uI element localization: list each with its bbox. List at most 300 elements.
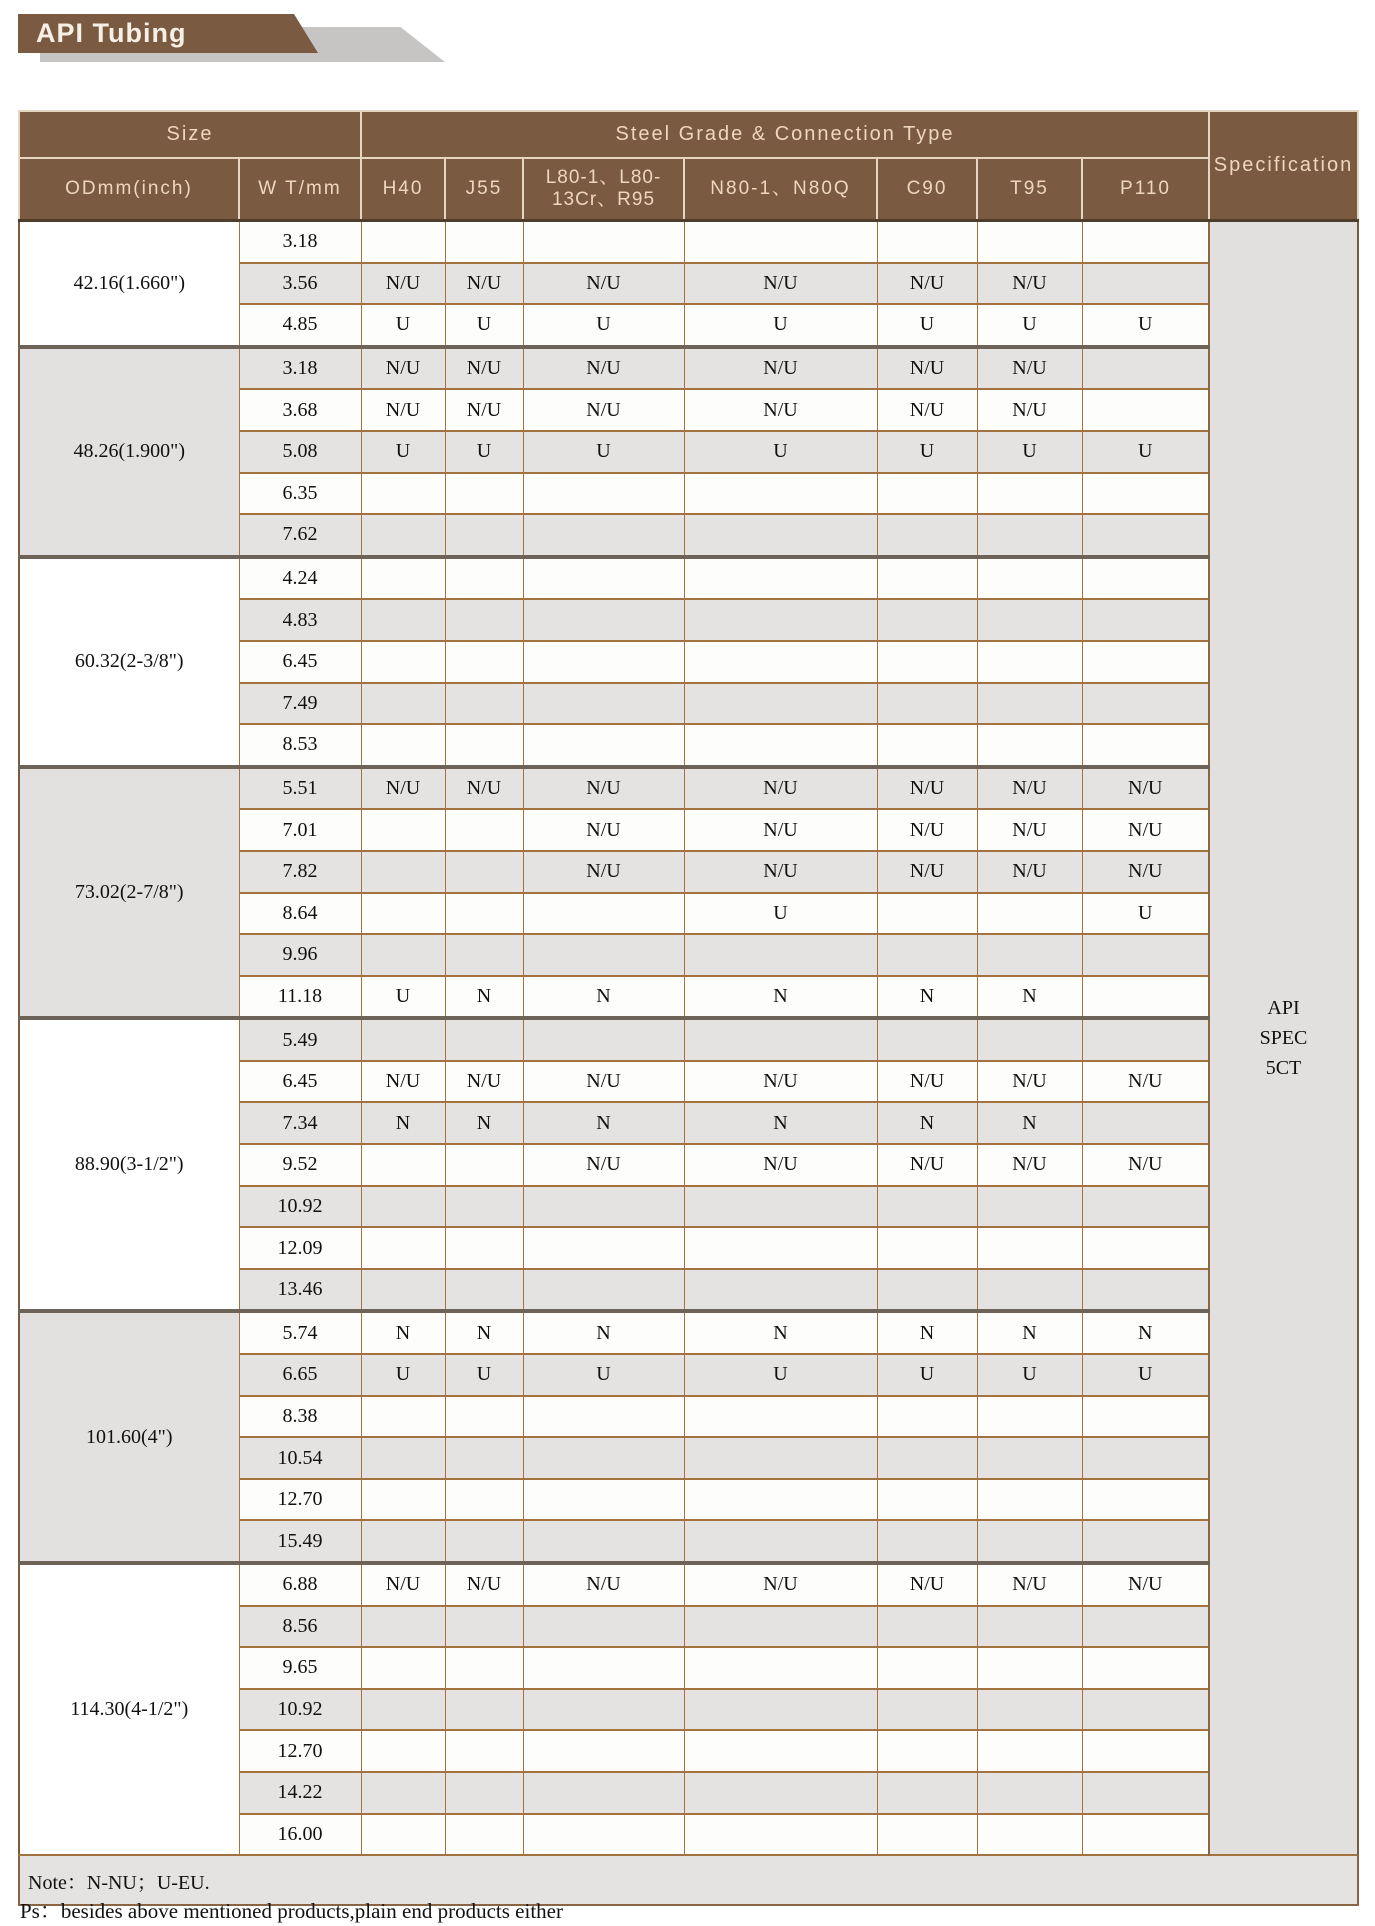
grade-value-cell bbox=[1082, 1730, 1209, 1772]
grade-value-cell bbox=[684, 1730, 877, 1772]
grade-value-cell: N bbox=[523, 1311, 684, 1354]
grade-value-cell bbox=[684, 934, 877, 976]
grade-value-cell bbox=[1082, 1647, 1209, 1689]
grade-value-cell bbox=[361, 1730, 445, 1772]
grade-value-cell: N/U bbox=[684, 1144, 877, 1186]
grade-value-cell bbox=[361, 1647, 445, 1689]
grade-value-cell bbox=[977, 1227, 1082, 1269]
grade-value-cell: N/U bbox=[977, 1563, 1082, 1606]
grade-value-cell bbox=[877, 514, 977, 557]
grade-value-cell bbox=[445, 1018, 523, 1061]
grade-value-cell: N/U bbox=[877, 851, 977, 893]
grade-value-cell bbox=[361, 221, 445, 263]
grade-value-cell: N/U bbox=[1082, 1061, 1209, 1103]
grade-value-cell bbox=[1082, 1186, 1209, 1228]
grade-value-cell: N/U bbox=[684, 851, 877, 893]
grade-value-cell: U bbox=[877, 1354, 977, 1396]
grade-value-cell bbox=[877, 221, 977, 263]
grade-value-cell bbox=[877, 1772, 977, 1814]
grade-value-cell bbox=[361, 1606, 445, 1648]
wt-cell: 5.08 bbox=[239, 431, 361, 473]
table-row bbox=[19, 1018, 1358, 1061]
grade-value-cell: N/U bbox=[1082, 1563, 1209, 1606]
grade-value-cell bbox=[1082, 1479, 1209, 1521]
wt-cell: 7.34 bbox=[239, 1102, 361, 1144]
grade-value-cell bbox=[445, 724, 523, 767]
wt-cell: 5.51 bbox=[239, 767, 361, 810]
wt-cell: 6.65 bbox=[239, 1354, 361, 1396]
od-cell: 101.60(4") bbox=[19, 1311, 239, 1563]
grade-value-cell: N/U bbox=[361, 263, 445, 305]
grade-value-cell: N bbox=[977, 1311, 1082, 1354]
grade-value-cell bbox=[1082, 1018, 1209, 1061]
grade-value-cell bbox=[523, 1772, 684, 1814]
grade-value-cell: N bbox=[877, 976, 977, 1019]
grade-value-cell: N/U bbox=[684, 263, 877, 305]
grade-value-cell: N/U bbox=[1082, 851, 1209, 893]
table-row bbox=[19, 347, 1358, 390]
wt-cell: 6.45 bbox=[239, 1061, 361, 1103]
grade-value-cell: N/U bbox=[523, 347, 684, 390]
grade-value-cell bbox=[361, 893, 445, 935]
grade-value-cell bbox=[523, 641, 684, 683]
wt-cell: 4.24 bbox=[239, 557, 361, 600]
grade-value-cell bbox=[977, 1186, 1082, 1228]
grade-value-cell bbox=[445, 1269, 523, 1312]
grade-value-cell bbox=[684, 1606, 877, 1648]
grade-value-cell bbox=[684, 557, 877, 600]
grade-value-cell bbox=[684, 1018, 877, 1061]
grade-value-cell: N/U bbox=[523, 1061, 684, 1103]
grade-value-cell: N bbox=[445, 1311, 523, 1354]
grade-value-cell bbox=[361, 473, 445, 515]
wt-cell: 3.56 bbox=[239, 263, 361, 305]
grade-value-cell bbox=[523, 1647, 684, 1689]
grade-value-cell bbox=[361, 1269, 445, 1312]
grade-value-cell bbox=[877, 683, 977, 725]
wt-cell: 9.96 bbox=[239, 934, 361, 976]
grade-value-cell bbox=[977, 1772, 1082, 1814]
grade-value-cell bbox=[523, 683, 684, 725]
grade-value-cell bbox=[684, 1520, 877, 1563]
grade-value-cell bbox=[445, 1437, 523, 1479]
grade-value-cell: N bbox=[361, 1102, 445, 1144]
grade-value-cell bbox=[877, 1018, 977, 1061]
grade-value-cell: N/U bbox=[877, 809, 977, 851]
grade-value-cell bbox=[361, 683, 445, 725]
grade-value-cell bbox=[1082, 557, 1209, 600]
grade-value-cell bbox=[523, 1689, 684, 1731]
wt-cell: 3.18 bbox=[239, 221, 361, 263]
grade-value-cell: N bbox=[523, 1102, 684, 1144]
grade-value-cell: N/U bbox=[977, 767, 1082, 810]
wt-cell: 7.01 bbox=[239, 809, 361, 851]
grade-value-cell bbox=[877, 1606, 977, 1648]
grade-value-cell bbox=[877, 1520, 977, 1563]
table-row bbox=[19, 767, 1358, 810]
grade-value-cell: N/U bbox=[1082, 809, 1209, 851]
wt-cell: 14.22 bbox=[239, 1772, 361, 1814]
grade-value-cell bbox=[1082, 1269, 1209, 1312]
grade-value-cell: U bbox=[1082, 431, 1209, 473]
wt-cell: 12.09 bbox=[239, 1227, 361, 1269]
grade-value-cell bbox=[361, 557, 445, 600]
grade-value-cell bbox=[445, 1647, 523, 1689]
grade-value-cell: N/U bbox=[977, 347, 1082, 390]
grade-value-cell bbox=[523, 1186, 684, 1228]
wt-cell: 6.35 bbox=[239, 473, 361, 515]
wt-cell: 9.52 bbox=[239, 1144, 361, 1186]
grade-value-cell bbox=[361, 641, 445, 683]
grade-value-cell bbox=[1082, 389, 1209, 431]
grade-value-cell bbox=[877, 1647, 977, 1689]
grade-value-cell bbox=[684, 1396, 877, 1438]
grade-value-cell bbox=[361, 1689, 445, 1731]
grade-value-cell: N/U bbox=[977, 263, 1082, 305]
grade-value-cell bbox=[523, 1520, 684, 1563]
wt-cell: 5.49 bbox=[239, 1018, 361, 1061]
grade-value-cell: N/U bbox=[684, 389, 877, 431]
grade-value-cell: N/U bbox=[684, 767, 877, 810]
grade-value-cell bbox=[977, 473, 1082, 515]
grade-value-cell: U bbox=[977, 1354, 1082, 1396]
grade-value-cell: N/U bbox=[977, 809, 1082, 851]
grade-value-cell: U bbox=[523, 304, 684, 347]
grade-value-cell bbox=[1082, 1606, 1209, 1648]
grade-value-cell bbox=[523, 221, 684, 263]
wt-cell: 11.18 bbox=[239, 976, 361, 1019]
grade-value-cell bbox=[445, 514, 523, 557]
header-specification: Specification bbox=[1209, 111, 1358, 221]
grade-value-cell bbox=[1082, 1772, 1209, 1814]
grade-value-cell bbox=[1082, 1102, 1209, 1144]
header-grade-p110: P110 bbox=[1082, 158, 1209, 221]
grade-value-cell: U bbox=[361, 304, 445, 347]
grade-value-cell: U bbox=[445, 431, 523, 473]
grade-value-cell bbox=[523, 1018, 684, 1061]
grade-value-cell bbox=[523, 599, 684, 641]
grade-value-cell bbox=[361, 514, 445, 557]
grade-value-cell: N bbox=[684, 1102, 877, 1144]
grade-value-cell bbox=[1082, 1814, 1209, 1856]
grade-value-cell bbox=[977, 1689, 1082, 1731]
grade-value-cell bbox=[877, 1269, 977, 1312]
grade-value-cell: N/U bbox=[523, 389, 684, 431]
grade-value-cell bbox=[877, 599, 977, 641]
grade-value-cell bbox=[977, 934, 1082, 976]
grade-value-cell: N/U bbox=[523, 809, 684, 851]
api-tubing-table bbox=[18, 110, 1359, 1906]
grade-value-cell bbox=[1082, 683, 1209, 725]
grade-value-cell bbox=[1082, 221, 1209, 263]
grade-value-cell: N bbox=[1082, 1311, 1209, 1354]
grade-value-cell bbox=[877, 1437, 977, 1479]
grade-value-cell bbox=[877, 557, 977, 600]
wt-cell: 12.70 bbox=[239, 1479, 361, 1521]
wt-cell: 3.68 bbox=[239, 389, 361, 431]
grade-value-cell bbox=[523, 934, 684, 976]
grade-value-cell: N bbox=[445, 1102, 523, 1144]
grade-value-cell bbox=[361, 851, 445, 893]
grade-value-cell bbox=[977, 1647, 1082, 1689]
grade-value-cell: N bbox=[877, 1311, 977, 1354]
grade-value-cell: N/U bbox=[977, 851, 1082, 893]
grade-value-cell: N/U bbox=[361, 347, 445, 390]
grade-value-cell bbox=[445, 1520, 523, 1563]
grade-value-cell bbox=[684, 1772, 877, 1814]
grade-value-cell bbox=[977, 1018, 1082, 1061]
grade-value-cell bbox=[1082, 514, 1209, 557]
header-grade-t95: T95 bbox=[977, 158, 1082, 221]
grade-value-cell: N/U bbox=[523, 263, 684, 305]
od-cell: 60.32(2-3/8") bbox=[19, 557, 239, 767]
grade-value-cell bbox=[684, 1814, 877, 1856]
grade-value-cell bbox=[877, 934, 977, 976]
grade-value-cell bbox=[977, 599, 1082, 641]
grade-value-cell bbox=[684, 1437, 877, 1479]
grade-value-cell: N/U bbox=[877, 1061, 977, 1103]
grade-value-cell bbox=[523, 473, 684, 515]
table-row bbox=[19, 221, 1358, 263]
grade-value-cell bbox=[523, 1479, 684, 1521]
grade-value-cell bbox=[361, 724, 445, 767]
grade-value-cell bbox=[877, 724, 977, 767]
grade-value-cell bbox=[877, 1186, 977, 1228]
wt-cell: 15.49 bbox=[239, 1520, 361, 1563]
wt-cell: 8.64 bbox=[239, 893, 361, 935]
grade-value-cell bbox=[523, 1396, 684, 1438]
grade-value-cell bbox=[445, 473, 523, 515]
grade-value-cell: N/U bbox=[877, 1144, 977, 1186]
grade-value-cell bbox=[445, 1479, 523, 1521]
grade-value-cell: U bbox=[523, 1354, 684, 1396]
specification-cell: API SPEC 5CT bbox=[1209, 221, 1358, 1856]
grade-value-cell bbox=[877, 1396, 977, 1438]
grade-value-cell: U bbox=[977, 431, 1082, 473]
grade-value-cell bbox=[445, 1144, 523, 1186]
grade-value-cell: N bbox=[977, 1102, 1082, 1144]
header-grade-c90: C90 bbox=[877, 158, 977, 221]
grade-value-cell bbox=[877, 641, 977, 683]
grade-value-cell bbox=[684, 599, 877, 641]
wt-cell: 4.85 bbox=[239, 304, 361, 347]
grade-value-cell bbox=[445, 599, 523, 641]
grade-value-cell: N/U bbox=[877, 389, 977, 431]
grade-value-cell: U bbox=[684, 431, 877, 473]
wt-cell: 8.56 bbox=[239, 1606, 361, 1648]
header-od: ODmm(inch) bbox=[19, 158, 239, 221]
grade-value-cell bbox=[684, 1647, 877, 1689]
grade-value-cell: N/U bbox=[445, 389, 523, 431]
header-size: Size bbox=[19, 111, 361, 158]
grade-value-cell: U bbox=[445, 1354, 523, 1396]
grade-value-cell: N/U bbox=[445, 263, 523, 305]
grade-value-cell bbox=[361, 1144, 445, 1186]
page-title: API Tubing bbox=[36, 18, 187, 48]
grade-value-cell bbox=[361, 599, 445, 641]
grade-value-cell bbox=[361, 1186, 445, 1228]
wt-cell: 4.83 bbox=[239, 599, 361, 641]
grade-value-cell: N bbox=[684, 976, 877, 1019]
table-row bbox=[19, 557, 1358, 600]
grade-value-cell: U bbox=[445, 304, 523, 347]
grade-value-cell bbox=[1082, 641, 1209, 683]
grade-value-cell bbox=[977, 893, 1082, 935]
grade-value-cell: N/U bbox=[361, 389, 445, 431]
grade-value-cell: N/U bbox=[1082, 1144, 1209, 1186]
grade-value-cell bbox=[1082, 976, 1209, 1019]
grade-value-cell bbox=[445, 809, 523, 851]
grade-value-cell bbox=[684, 641, 877, 683]
grade-value-cell bbox=[977, 221, 1082, 263]
grade-value-cell bbox=[977, 514, 1082, 557]
grade-value-cell: N/U bbox=[977, 1144, 1082, 1186]
grade-value-cell bbox=[1082, 1396, 1209, 1438]
grade-value-cell bbox=[1082, 1689, 1209, 1731]
grade-value-cell: U bbox=[523, 431, 684, 473]
grade-value-cell bbox=[361, 1018, 445, 1061]
grade-value-cell: N/U bbox=[877, 347, 977, 390]
header-grade-h40: H40 bbox=[361, 158, 445, 221]
grade-value-cell bbox=[445, 934, 523, 976]
grade-value-cell bbox=[523, 1606, 684, 1648]
wt-cell: 10.92 bbox=[239, 1186, 361, 1228]
grade-value-cell bbox=[684, 1689, 877, 1731]
grade-value-cell: U bbox=[361, 1354, 445, 1396]
grade-value-cell: N/U bbox=[1082, 767, 1209, 810]
grade-value-cell bbox=[1082, 1437, 1209, 1479]
table-body bbox=[19, 221, 1358, 1906]
grade-value-cell: N/U bbox=[977, 1061, 1082, 1103]
wt-cell: 9.65 bbox=[239, 1647, 361, 1689]
footer-note: Ps：besides above mentioned products,plain end products either bbox=[20, 1899, 563, 1923]
grade-value-cell bbox=[445, 1186, 523, 1228]
grade-value-cell bbox=[1082, 263, 1209, 305]
grade-value-cell bbox=[1082, 934, 1209, 976]
grade-value-cell bbox=[361, 1437, 445, 1479]
grade-value-cell bbox=[684, 683, 877, 725]
table-row bbox=[19, 1563, 1358, 1606]
grade-value-cell bbox=[445, 893, 523, 935]
grade-value-cell bbox=[445, 1396, 523, 1438]
grade-value-cell bbox=[1082, 1227, 1209, 1269]
grade-value-cell bbox=[361, 1814, 445, 1856]
grade-value-cell bbox=[523, 724, 684, 767]
wt-cell: 7.49 bbox=[239, 683, 361, 725]
grade-value-cell: N/U bbox=[445, 347, 523, 390]
grade-value-cell: N bbox=[877, 1102, 977, 1144]
grade-value-cell: U bbox=[1082, 893, 1209, 935]
od-cell: 48.26(1.900") bbox=[19, 347, 239, 557]
grade-value-cell: N bbox=[684, 1311, 877, 1354]
header-wt: W T/mm bbox=[239, 158, 361, 221]
grade-value-cell bbox=[877, 1730, 977, 1772]
wt-cell: 10.54 bbox=[239, 1437, 361, 1479]
od-cell: 88.90(3-1/2") bbox=[19, 1018, 239, 1311]
grade-value-cell: N/U bbox=[684, 809, 877, 851]
grade-value-cell: N/U bbox=[684, 1563, 877, 1606]
grade-value-cell bbox=[445, 221, 523, 263]
grade-value-cell: N/U bbox=[445, 1563, 523, 1606]
grade-value-cell bbox=[1082, 599, 1209, 641]
grade-value-cell bbox=[977, 1396, 1082, 1438]
grade-value-cell bbox=[877, 1227, 977, 1269]
grade-value-cell bbox=[877, 1689, 977, 1731]
grade-value-cell bbox=[1082, 473, 1209, 515]
grade-value-cell: U bbox=[1082, 1354, 1209, 1396]
wt-cell: 8.38 bbox=[239, 1396, 361, 1438]
grade-value-cell bbox=[445, 851, 523, 893]
grade-value-cell: N bbox=[977, 976, 1082, 1019]
grade-value-cell bbox=[684, 221, 877, 263]
table-header bbox=[19, 111, 1358, 221]
grade-value-cell bbox=[361, 809, 445, 851]
grade-value-cell bbox=[977, 1730, 1082, 1772]
grade-value-cell: N/U bbox=[361, 767, 445, 810]
grade-value-cell bbox=[877, 893, 977, 935]
grade-value-cell bbox=[684, 1269, 877, 1312]
grade-value-cell: N/U bbox=[684, 1061, 877, 1103]
grade-value-cell bbox=[361, 1396, 445, 1438]
wt-cell: 3.18 bbox=[239, 347, 361, 390]
grade-value-cell bbox=[523, 1269, 684, 1312]
grade-value-cell bbox=[523, 1730, 684, 1772]
wt-cell: 8.53 bbox=[239, 724, 361, 767]
grade-value-cell bbox=[684, 514, 877, 557]
grade-value-cell: U bbox=[877, 431, 977, 473]
title-banner bbox=[18, 14, 478, 64]
wt-cell: 6.45 bbox=[239, 641, 361, 683]
grade-value-cell bbox=[684, 1186, 877, 1228]
grade-value-cell bbox=[877, 473, 977, 515]
grade-value-cell bbox=[1082, 724, 1209, 767]
grade-value-cell: N/U bbox=[361, 1061, 445, 1103]
grade-value-cell bbox=[361, 1227, 445, 1269]
grade-value-cell bbox=[977, 1479, 1082, 1521]
wt-cell: 5.74 bbox=[239, 1311, 361, 1354]
grade-value-cell bbox=[445, 1814, 523, 1856]
grade-value-cell: N/U bbox=[445, 767, 523, 810]
wt-cell: 6.88 bbox=[239, 1563, 361, 1606]
grade-value-cell bbox=[445, 1606, 523, 1648]
grade-value-cell bbox=[523, 514, 684, 557]
grade-value-cell bbox=[977, 641, 1082, 683]
grade-value-cell: N/U bbox=[523, 767, 684, 810]
grade-value-cell bbox=[445, 1772, 523, 1814]
grade-value-cell bbox=[361, 1772, 445, 1814]
grade-value-cell bbox=[361, 1520, 445, 1563]
grade-value-cell bbox=[977, 724, 1082, 767]
grade-value-cell: U bbox=[684, 304, 877, 347]
grade-value-cell: N/U bbox=[445, 1061, 523, 1103]
grade-value-cell bbox=[877, 1814, 977, 1856]
grade-value-cell: N/U bbox=[523, 851, 684, 893]
grade-value-cell bbox=[684, 724, 877, 767]
table-row bbox=[19, 1311, 1358, 1354]
grade-value-cell bbox=[877, 1479, 977, 1521]
grade-value-cell: N/U bbox=[877, 767, 977, 810]
wt-cell: 7.82 bbox=[239, 851, 361, 893]
grade-value-cell bbox=[361, 934, 445, 976]
header-grade-n80-1-n80q: N80-1、N80Q bbox=[684, 158, 877, 221]
wt-cell: 16.00 bbox=[239, 1814, 361, 1856]
grade-value-cell bbox=[977, 557, 1082, 600]
grade-value-cell: U bbox=[361, 431, 445, 473]
grade-value-cell bbox=[523, 1437, 684, 1479]
grade-value-cell bbox=[445, 557, 523, 600]
grade-value-cell: U bbox=[977, 304, 1082, 347]
grade-value-cell: N bbox=[523, 976, 684, 1019]
